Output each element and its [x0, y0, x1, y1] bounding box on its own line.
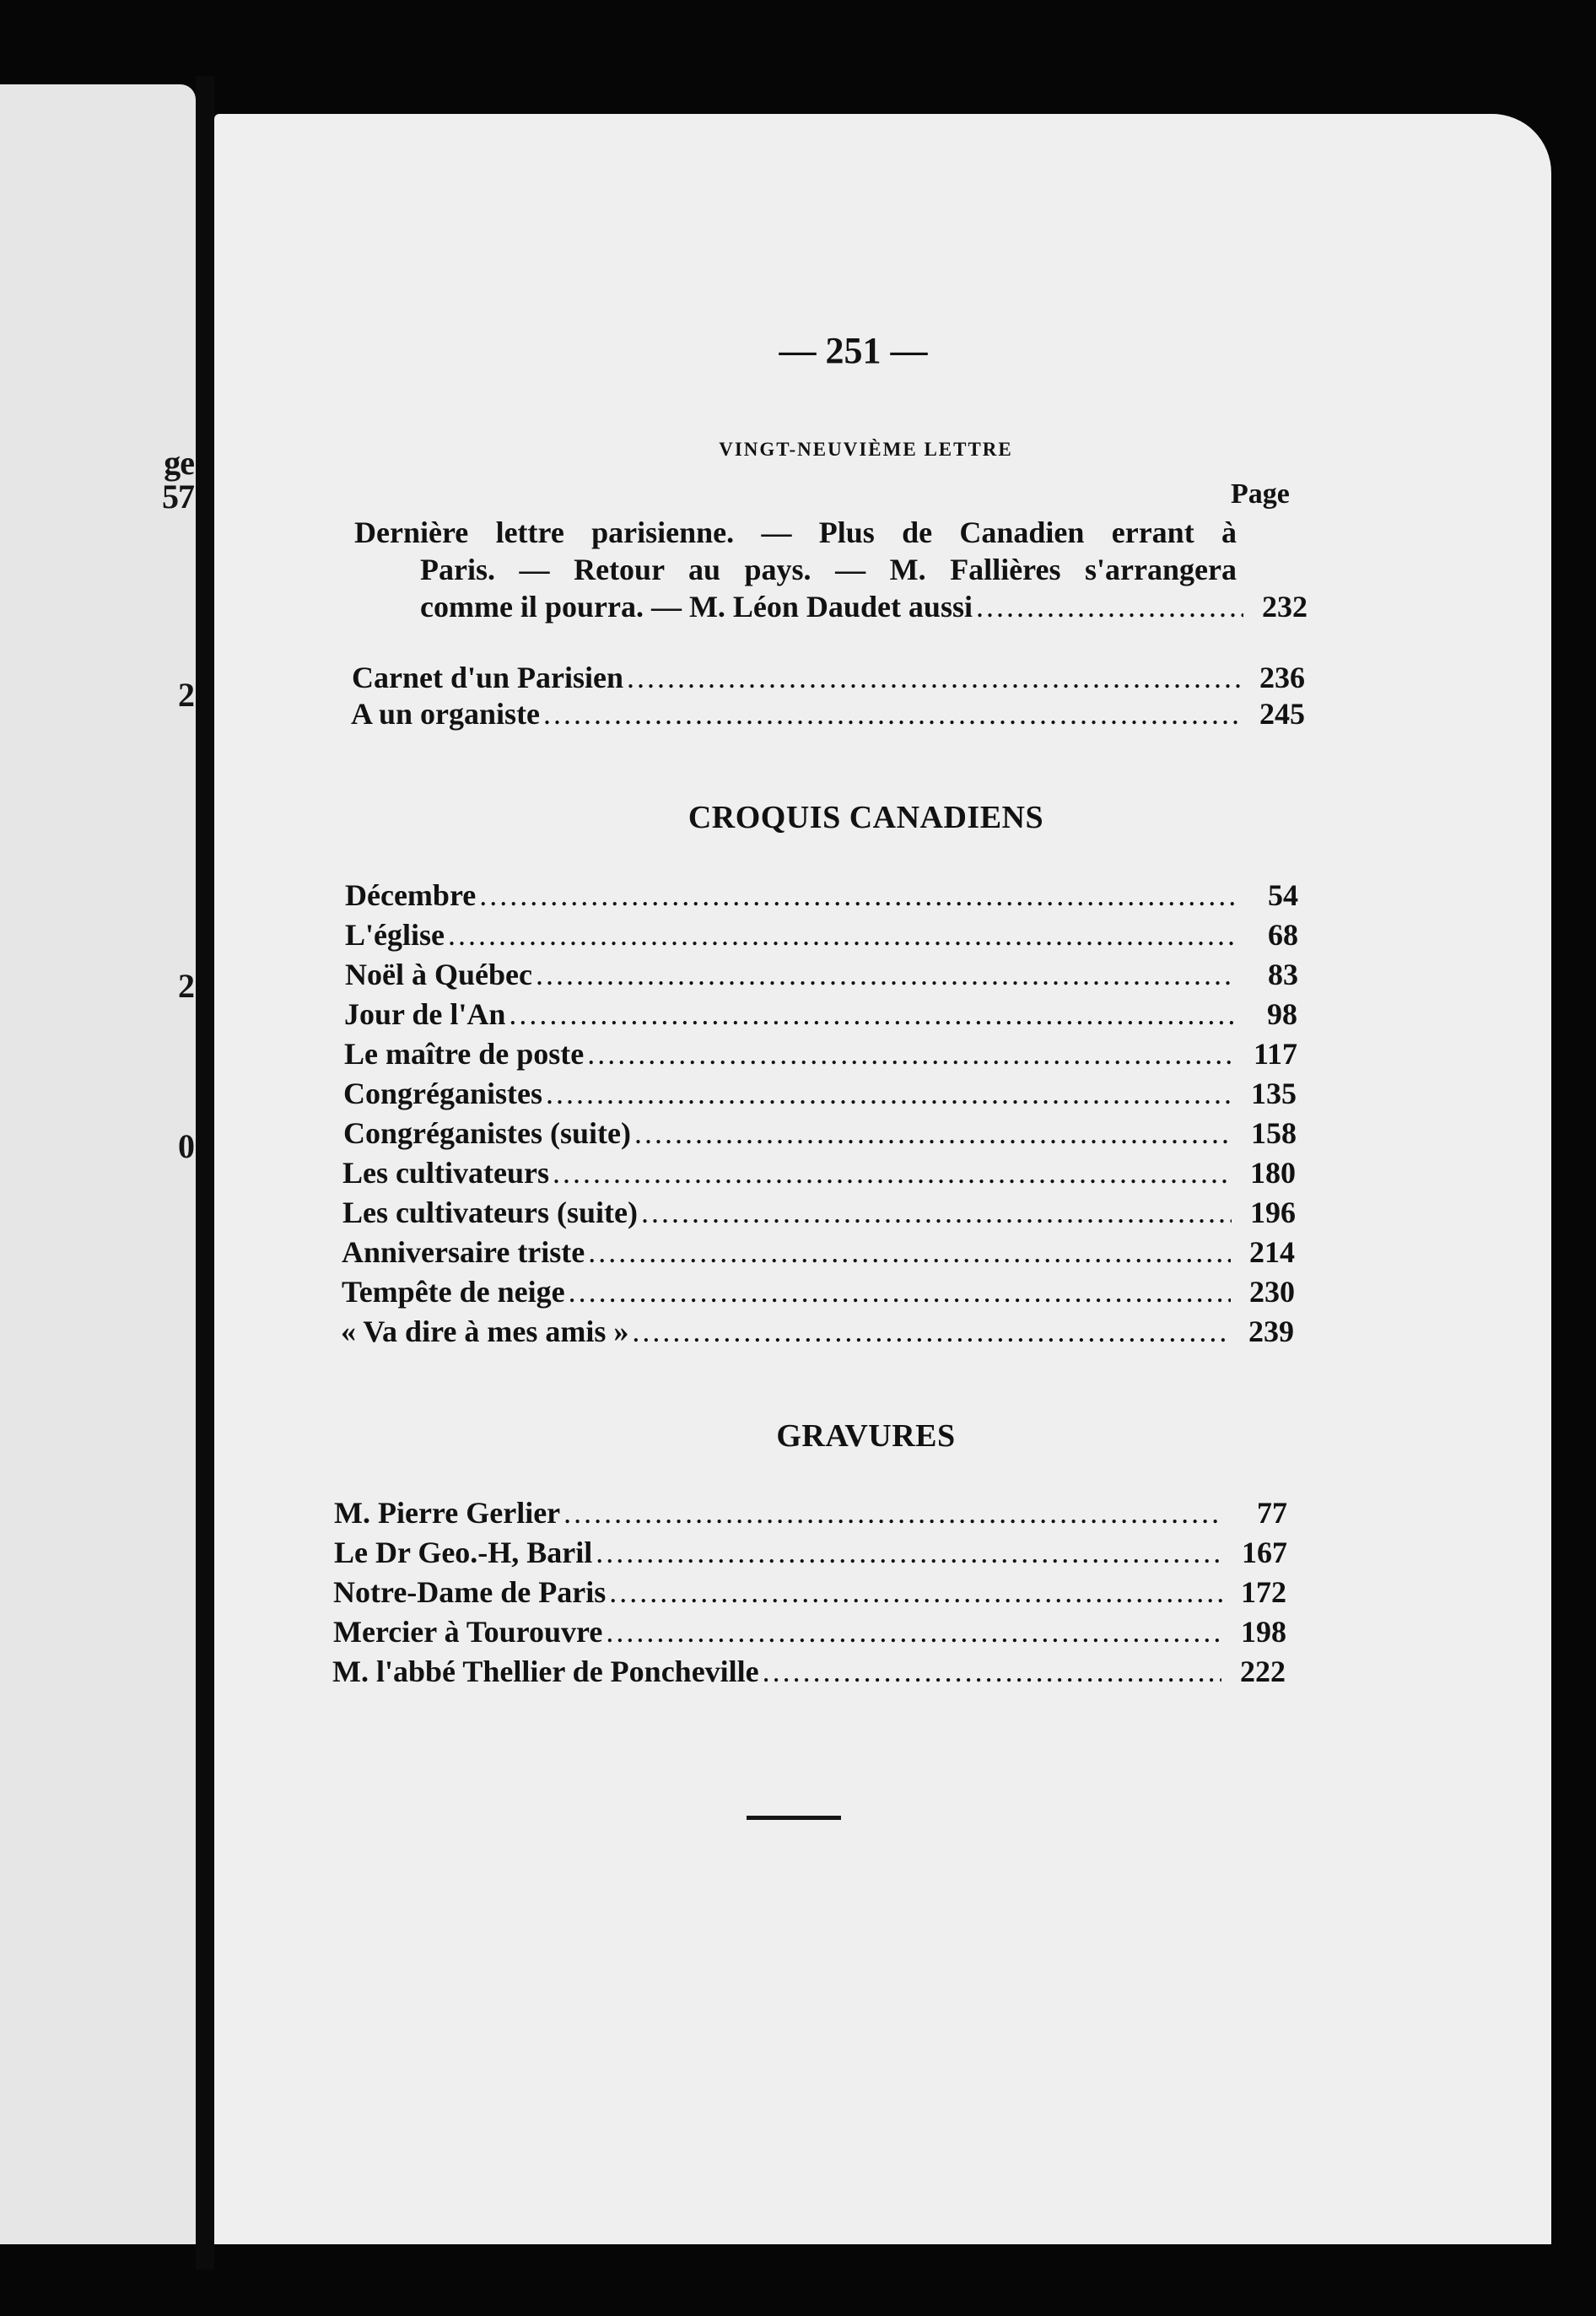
end-rule	[747, 1816, 841, 1820]
toc-entry-page: 83	[1268, 958, 1298, 991]
toc-entry-page: 236	[1259, 661, 1305, 694]
toc-entry-page: 172	[1241, 1575, 1286, 1609]
toc-entry	[342, 1274, 1295, 1309]
toc-entry-title: Jour de l'An	[344, 997, 506, 1031]
toc-entry	[343, 1115, 1297, 1151]
toc-entry	[341, 1314, 1294, 1349]
toc-entry	[345, 877, 1298, 913]
toc-entry	[333, 1614, 1286, 1649]
toc-entry-title: M. Pierre Gerlier	[334, 1496, 561, 1530]
toc-entry-title: Noël à Québec	[345, 958, 532, 991]
dot-leader	[606, 1614, 1222, 1649]
toc-entry	[334, 1495, 1287, 1531]
toc-entry-title: comme il pourra. — M. Léon Daudet aussi	[420, 590, 973, 624]
toc-entry-title: Le Dr Geo.-H, Baril	[334, 1536, 593, 1569]
dot-leader	[509, 996, 1233, 1032]
facing-page-fragment: ge	[164, 444, 194, 482]
dot-leader	[634, 1115, 1232, 1151]
facing-page-fragment: 0	[178, 1127, 194, 1165]
dot-leader	[632, 1314, 1230, 1349]
dot-leader	[448, 917, 1234, 953]
dot-leader	[543, 696, 1241, 732]
page-number: — 251 —	[779, 330, 928, 371]
toc-entry-title: Décembre	[345, 878, 477, 912]
toc-entry-title: Congréganistes	[343, 1077, 542, 1110]
toc-entry-title: Les cultivateurs	[342, 1156, 549, 1190]
toc-entry-title: Congréganistes (suite)	[343, 1116, 631, 1150]
dot-leader	[553, 1155, 1232, 1190]
letter-heading: VINGT-NEUVIÈME LETTRE	[719, 439, 1013, 460]
toc-entry-page: 196	[1250, 1196, 1296, 1229]
toc-entry-page: 232	[1262, 590, 1308, 624]
toc-entry-page: 245	[1259, 697, 1305, 731]
toc-entry	[342, 1155, 1296, 1190]
dot-leader	[596, 1535, 1223, 1570]
toc-entry-page: 98	[1267, 997, 1297, 1031]
toc-entry-title: A un organiste	[351, 697, 541, 731]
dot-leader	[546, 1076, 1232, 1111]
toc-entry-page: 54	[1268, 878, 1298, 912]
dot-leader	[641, 1195, 1232, 1230]
dot-leader	[763, 1654, 1221, 1689]
facing-page-fragment: 57	[162, 478, 194, 516]
toc-entry	[343, 1076, 1297, 1111]
toc-entry-title: Les cultivateurs (suite)	[342, 1196, 638, 1229]
facing-page-fragment: 2	[178, 967, 194, 1005]
toc-entry-page: 222	[1240, 1655, 1286, 1688]
dot-leader	[563, 1495, 1223, 1531]
book-gutter	[196, 76, 214, 2270]
section-heading-gravures: GRAVURES	[776, 1418, 956, 1454]
toc-entry-page: 68	[1268, 918, 1298, 952]
toc-entry-page: 214	[1249, 1235, 1295, 1269]
toc-entry-title: Notre-Dame de Paris	[333, 1575, 607, 1609]
toc-entry-line: Dernière lettre parisienne. — Plus de Canadien errant à	[354, 516, 1237, 549]
toc-entry-page: 180	[1250, 1156, 1296, 1190]
toc-entry	[344, 996, 1297, 1032]
toc-entry	[342, 1234, 1295, 1270]
toc-entry-page: 135	[1251, 1077, 1297, 1110]
toc-entry-title: Tempête de neige	[342, 1275, 565, 1309]
toc-entry-page: 239	[1248, 1315, 1294, 1348]
toc-entry-page: 158	[1251, 1116, 1297, 1150]
page-column-label: Page	[1231, 478, 1290, 510]
toc-entry-title: Mercier à Tourouvre	[333, 1615, 603, 1649]
toc-entry	[351, 696, 1305, 732]
facing-page-fragment: 2	[178, 676, 194, 714]
dot-leader	[536, 957, 1234, 992]
table-of-contents	[214, 114, 1551, 2244]
toc-entry-line: Paris. — Retour au pays. — M. Fallières s'arrangera	[420, 553, 1237, 586]
toc-entry	[345, 917, 1298, 953]
dot-leader	[587, 1036, 1233, 1072]
dot-leader	[609, 1574, 1222, 1610]
toc-entry-page: 198	[1241, 1615, 1286, 1649]
dot-leader	[976, 589, 1243, 624]
dot-leader	[479, 877, 1234, 913]
toc-entry-page: 230	[1249, 1275, 1295, 1309]
toc-entry-title: Anniversaire triste	[342, 1235, 585, 1269]
toc-entry	[333, 1574, 1286, 1610]
toc-entry-title: « Va dire à mes amis »	[341, 1315, 629, 1348]
dot-leader	[627, 660, 1241, 695]
toc-entry-page: 77	[1257, 1496, 1287, 1530]
toc-entry	[334, 1535, 1287, 1570]
toc-entry-page: 117	[1253, 1037, 1297, 1071]
toc-entry	[352, 660, 1305, 695]
facing-page-edge	[0, 84, 196, 2244]
toc-entry	[420, 589, 1308, 624]
toc-entry	[344, 1036, 1297, 1072]
section-heading-croquis: CROQUIS CANADIENS	[687, 800, 1044, 835]
book-page	[214, 114, 1551, 2244]
toc-entry-title: Carnet d'un Parisien	[352, 661, 624, 694]
toc-entry	[332, 1654, 1286, 1689]
toc-entry-page: 167	[1242, 1536, 1287, 1569]
dot-leader	[588, 1234, 1231, 1270]
toc-entry	[342, 1195, 1296, 1230]
toc-entry-title: M. l'abbé Thellier de Poncheville	[332, 1655, 759, 1688]
toc-entry-title: L'église	[345, 918, 445, 952]
toc-entry-title: Le maître de poste	[344, 1037, 585, 1071]
toc-entry	[345, 957, 1298, 992]
dot-leader	[569, 1274, 1231, 1309]
